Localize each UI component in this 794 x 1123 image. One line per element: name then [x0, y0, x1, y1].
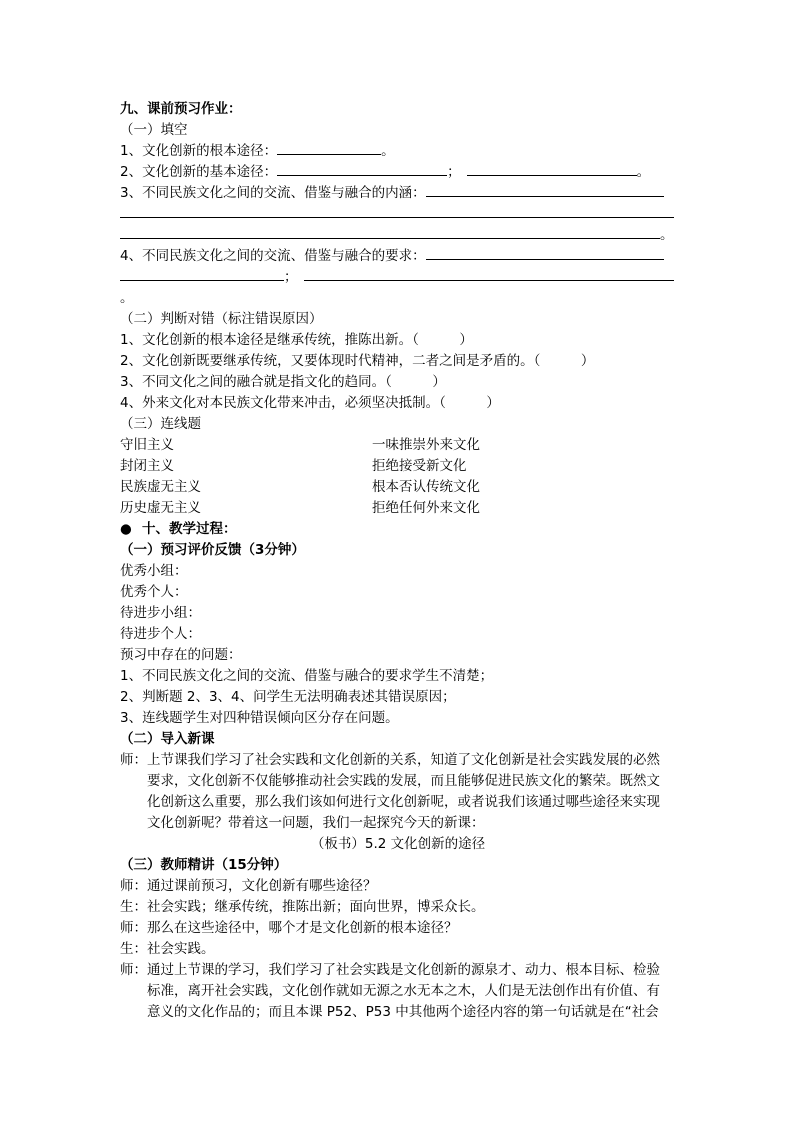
match-title: （三）连线题: [120, 416, 201, 432]
answer-blank: [120, 225, 660, 239]
dialog-line: 生：社会实践。: [120, 941, 215, 957]
section-10-title: ● 十、教学过程：: [120, 519, 676, 540]
feedback-item: 待进步个人：: [120, 626, 201, 642]
answer-blank: [120, 267, 284, 281]
intro-title: （二）导入新课: [120, 731, 215, 747]
problem-item: 2、判断题 2、3、4、问学生无法明确表述其错误原因；: [120, 689, 456, 705]
dialog-line-cont: 意义的文化作品的；而且本课 P52、P53 中其他两个途径内容的第一句话就是在“社会: [147, 1004, 659, 1020]
dialog-line-cont: 标准，离开社会实践，文化创作就如无源之水无本之木，人们是无法创作出有价值、有: [147, 983, 660, 999]
answer-blank: [277, 162, 447, 176]
judge-title: （二）判断对错（标注错误原因）: [120, 311, 323, 327]
dialog-line: 师：通过上节课的学习，我们学习了社会实践是文化创新的源泉才、动力、根本目标、检验: [120, 962, 660, 978]
document-page: [120, 99, 676, 1023]
answer-blank: [426, 246, 664, 260]
bullet-icon: ●: [120, 521, 132, 537]
fill-question-2: 2、文化创新的基本途径： ； 。: [120, 164, 651, 180]
judge-item-2: 2、文化创新既要继承传统，又要体现时代精神，二者之间是矛盾的。（ ）: [120, 353, 595, 369]
match-row: 历史虚无主义 拒绝任何外来文化: [120, 500, 480, 516]
dialog-line: 师：那么在这些途径中，哪个才是文化创新的根本途径？: [120, 920, 458, 936]
fill-question-1: 1、文化创新的根本途径： 。: [120, 143, 395, 159]
intro-paragraph-line: 文化创新呢？带着这一问题，我们一起探究今天的新课：: [147, 815, 485, 831]
dialog-line: 生：社会实践；继承传统，推陈出新；面向世界，博采众长。: [120, 899, 485, 915]
fill-question-3: 3、不同民族文化之间的交流、借鉴与融合的内涵：: [120, 183, 676, 204]
answer-blank: [304, 267, 674, 281]
fill-question-3-end: 。: [120, 225, 676, 246]
match-row: 封闭主义 拒绝接受新文化: [120, 458, 467, 474]
lecture-title: （三）教师精讲（15分钟）: [120, 857, 288, 873]
answer-blank: [120, 204, 674, 218]
feedback-item: 优秀小组：: [120, 563, 188, 579]
intro-paragraph-line: 要求，文化创新不仅能够推动社会实践的发展，而且能够促进民族文化的繁荣。既然文: [147, 773, 660, 789]
fill-question-4: 4、不同民族文化之间的交流、借鉴与融合的要求：: [120, 246, 676, 267]
judge-item-3: 3、不同文化之间的融合就是指文化的趋同。（ ）: [120, 374, 446, 390]
fill-blank-title: （一）填空: [120, 122, 188, 138]
intro-paragraph: 师：上节课我们学习了社会实践和文化创新的关系，知道了文化创新是社会实践发展的必然: [120, 752, 660, 768]
fill-question-4-end: 。: [120, 290, 134, 306]
problem-item: 1、不同民族文化之间的交流、借鉴与融合的要求学生不清楚；: [120, 668, 494, 684]
dialog-line: 师：通过课前预习，文化创新有哪些途径？: [120, 878, 377, 894]
problem-item: 3、连线题学生对四种错误倾向区分存在问题。: [120, 710, 399, 726]
match-row: 民族虚无主义 根本否认传统文化: [120, 479, 480, 495]
answer-blank: [277, 141, 381, 155]
judge-item-4: 4、外来文化对本民族文化带来冲击，必须坚决抵制。（ ）: [120, 395, 500, 411]
feedback-title: （一）预习评价反馈（3分钟）: [120, 542, 305, 558]
intro-paragraph-line: 化创新这么重要，那么我们该如何进行文化创新呢，或者说我们该通过哪些途径来实现: [147, 794, 660, 810]
match-row: 守旧主义 一味推崇外来文化: [120, 437, 480, 453]
feedback-item: 待进步小组：: [120, 605, 201, 621]
judge-item-1: 1、文化创新的根本途径是继承传统，推陈出新。（ ）: [120, 332, 473, 348]
section-9-title: 九、课前预习作业：: [120, 101, 242, 117]
board-note: （板书）5.2 文化创新的途径: [310, 836, 486, 852]
feedback-item: 优秀个人：: [120, 584, 188, 600]
answer-blank: [426, 183, 664, 197]
answer-blank: [467, 162, 637, 176]
fill-question-3-cont: [120, 204, 676, 225]
fill-question-4-cont: ；: [120, 267, 676, 288]
problems-title: 预习中存在的问题：: [120, 647, 242, 663]
